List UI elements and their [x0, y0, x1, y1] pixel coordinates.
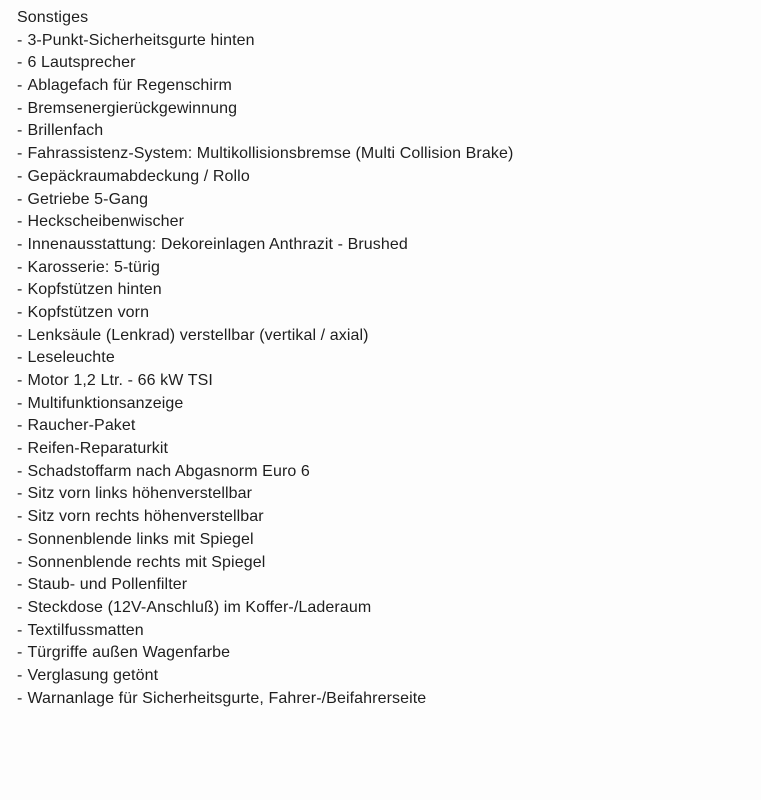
item-bullet: -	[17, 394, 23, 412]
item-bullet: -	[17, 644, 23, 662]
item-bullet: -	[17, 417, 23, 435]
item-label: Sonnenblende links mit Spiegel	[27, 530, 254, 548]
item-bullet: -	[17, 326, 23, 344]
item-bullet: -	[17, 77, 23, 95]
section-title: Sonstiges	[17, 9, 89, 26]
list-item	[17, 665, 741, 688]
item-bullet: -	[17, 621, 23, 639]
list-item	[17, 98, 741, 121]
item-bullet: -	[17, 553, 23, 571]
item-bullet: -	[17, 598, 23, 616]
list-item	[17, 438, 741, 461]
item-bullet: -	[17, 190, 23, 208]
list-item	[17, 52, 741, 75]
list-item	[17, 30, 741, 53]
list-item	[17, 302, 741, 325]
list-item	[17, 370, 741, 393]
list-item	[17, 688, 741, 711]
item-label: Textilfussmatten	[27, 621, 144, 639]
item-bullet: -	[17, 213, 23, 231]
item-bullet: -	[17, 462, 23, 480]
item-label: Karosserie: 5-türig	[27, 258, 161, 276]
item-label: Steckdose (12V-Anschluß) im Koffer-/Laderaum	[27, 598, 372, 616]
item-bullet: -	[17, 122, 23, 140]
item-label: Warnanlage für Sicherheitsgurte, Fahrer-/Beifahrerseite	[27, 689, 427, 707]
item-bullet: -	[17, 440, 23, 458]
item-bullet: -	[17, 54, 23, 72]
item-label: Sonnenblende rechts mit Spiegel	[27, 553, 266, 571]
item-label: Getriebe 5-Gang	[27, 190, 149, 208]
list-item	[17, 597, 741, 620]
item-label: Staub- und Pollenfilter	[27, 576, 188, 594]
item-label: Fahrassistenz-System: Multikollisionsbremse (Multi Collision Brake)	[27, 145, 514, 163]
item-bullet: -	[17, 485, 23, 503]
list-item	[17, 529, 741, 552]
item-label: Schadstoffarm nach Abgasnorm Euro 6	[27, 462, 310, 480]
item-label: Innenausstattung: Dekoreinlagen Anthrazit - Brushed	[27, 235, 408, 253]
item-label: Sitz vorn rechts höhenverstellbar	[27, 508, 264, 526]
item-bullet: -	[17, 530, 23, 548]
item-label: Motor 1,2 Ltr. - 66 kW TSI	[27, 372, 213, 389]
item-bullet: -	[17, 281, 23, 299]
item-label: 6 Lautsprecher	[27, 54, 136, 72]
item-label: Kopfstützen vorn	[27, 303, 150, 321]
list-item	[17, 325, 741, 348]
list-item	[17, 620, 741, 643]
item-bullet: -	[17, 258, 23, 276]
list-item	[17, 642, 741, 665]
item-bullet: -	[17, 167, 23, 185]
item-bullet: -	[17, 303, 23, 321]
list-item	[17, 506, 741, 529]
item-label: Raucher-Paket	[27, 417, 136, 435]
list-item	[17, 393, 741, 416]
item-label: Verglasung getönt	[27, 666, 159, 684]
list-item	[17, 574, 741, 597]
item-bullet: -	[17, 689, 23, 707]
list-item	[17, 75, 741, 98]
item-bullet: -	[17, 31, 23, 49]
item-label: Kopfstützen hinten	[27, 281, 162, 299]
list-item	[17, 347, 741, 370]
item-bullet: -	[17, 666, 23, 684]
item-bullet: -	[17, 99, 23, 117]
item-bullet: -	[17, 235, 23, 253]
item-label: Heckscheibenwischer	[27, 213, 185, 231]
item-label: Ablagefach für Regenschirm	[27, 77, 232, 95]
list-item	[17, 211, 741, 234]
list-item	[17, 552, 741, 575]
item-bullet: -	[17, 508, 23, 526]
item-label: Bremsenergierückgewinnung	[27, 99, 238, 117]
item-label: Reifen-Reparaturkit	[27, 440, 169, 458]
item-label: Sitz vorn links höhenverstellbar	[27, 485, 253, 503]
list-item	[17, 234, 741, 257]
item-label: Türgriffe außen Wagenfarbe	[27, 644, 231, 662]
list-item	[17, 166, 741, 189]
list-item	[17, 461, 741, 484]
item-label: Multifunktionsanzeige	[27, 394, 184, 412]
item-label: Leseleuchte	[27, 349, 115, 367]
list-item	[17, 483, 741, 506]
item-label: Brillenfach	[27, 122, 104, 140]
list-item	[17, 279, 741, 302]
item-label: 3-Punkt-Sicherheitsgurte hinten	[27, 31, 255, 49]
item-bullet: -	[17, 576, 23, 594]
item-label: Gepäckraumabdeckung / Rollo	[27, 167, 250, 185]
list-item	[17, 143, 741, 166]
item-label: Lenksäule (Lenkrad) verstellbar (vertikal / axial)	[27, 326, 369, 344]
list-item	[17, 257, 741, 280]
item-bullet: -	[17, 372, 23, 389]
list-item	[17, 415, 741, 438]
item-bullet: -	[17, 145, 23, 163]
item-bullet: -	[17, 349, 23, 367]
list-item	[17, 189, 741, 212]
list-item	[17, 120, 741, 143]
equipment-list	[17, 30, 741, 711]
